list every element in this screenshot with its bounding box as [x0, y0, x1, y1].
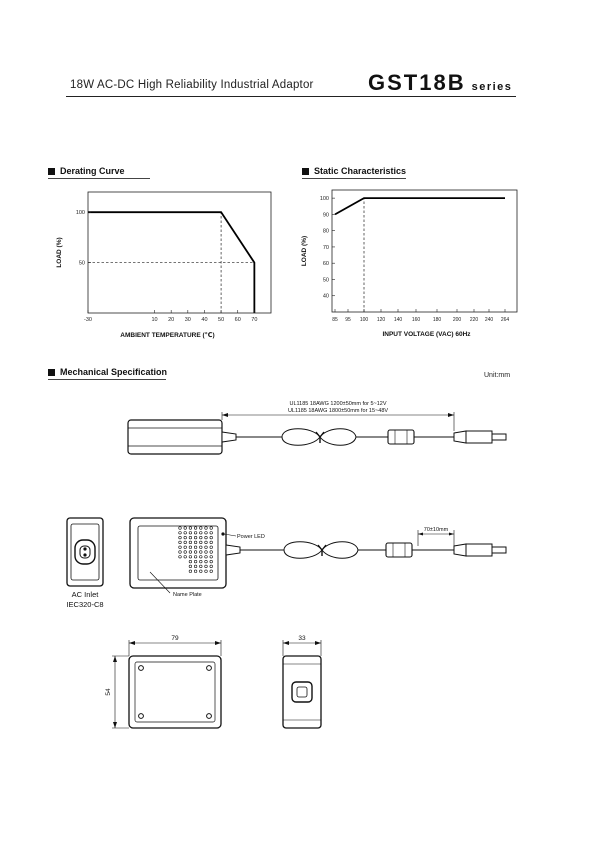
screw-hole-icon	[207, 714, 212, 719]
y-tick-label: 40	[322, 293, 329, 300]
x-tick-label: 70	[251, 317, 258, 323]
section-title: Static Characteristics	[314, 166, 407, 176]
strip-length-label: 70±10mm	[423, 527, 449, 533]
x-tick-label: 50	[218, 317, 225, 323]
x-tick-label: 30	[184, 317, 191, 323]
series-label: series	[471, 81, 513, 93]
x-tick-label: 85	[332, 317, 338, 323]
y-tick-label: 90	[322, 212, 329, 219]
y-tick-label: 80	[322, 228, 329, 235]
y-tick-label: 60	[322, 261, 329, 268]
x-tick-label: 140	[393, 317, 403, 323]
adaptor-body	[128, 420, 222, 454]
x-tick-label: 10	[151, 317, 158, 323]
y-tick-label: 100	[319, 196, 329, 203]
adaptor-side-view	[283, 640, 321, 728]
x-tick-label: 240	[484, 317, 494, 323]
inlet-type-label: IEC320-C8	[66, 600, 104, 609]
screw-hole-icon	[139, 666, 144, 671]
x-tick-label: -30	[84, 317, 92, 323]
ferrite-core	[388, 430, 414, 444]
dc-plug	[466, 431, 492, 443]
x-tick-label: 100	[359, 317, 369, 323]
x-tick-label: 120	[376, 317, 386, 323]
x-tick-label: 180	[432, 317, 442, 323]
x-axis-label: AMBIENT TEMPERATURE (℃)	[120, 332, 215, 339]
screw-hole-icon	[139, 714, 144, 719]
x-tick-label: 200	[452, 317, 462, 323]
x-tick-label: 160	[411, 317, 421, 323]
y-tick-label: 50	[78, 260, 85, 267]
document-title: 18W AC-DC High Reliability Industrial Adaptor	[70, 79, 314, 91]
power-led-label: Power LED	[237, 534, 265, 540]
y-axis-label: LOAD (%)	[56, 237, 63, 268]
adaptor-front-view	[130, 518, 506, 593]
x-tick-label: 40	[201, 317, 208, 323]
section-title: Derating Curve	[60, 166, 125, 176]
screw-hole-icon	[207, 666, 212, 671]
dimension-depth-label: 33	[298, 635, 306, 642]
name-plate-label: Name Plate	[173, 592, 202, 598]
unit-label: Unit:mm	[484, 372, 511, 379]
dimension-height-label: 54	[105, 688, 112, 696]
adaptor-top-view	[128, 412, 506, 454]
dimension-width-label: 79	[171, 635, 179, 642]
y-tick-label: 50	[322, 277, 329, 284]
dc-plug	[466, 544, 492, 556]
x-tick-label: 264	[500, 317, 510, 323]
ac-inlet-view	[67, 518, 103, 586]
cable-spec-2: UL1185 18AWG 1800±50mm for 15~48V	[287, 408, 389, 414]
model-number: GST18B	[368, 70, 466, 95]
x-tick-label: 220	[469, 317, 479, 323]
ferrite-core	[386, 543, 412, 557]
adaptor-bottom-view	[112, 640, 221, 728]
x-axis-label: INPUT VOLTAGE (VAC) 60Hz	[382, 331, 471, 338]
y-tick-label: 70	[322, 244, 329, 251]
cable-spec-1: UL1185 18AWG 1200±50mm for 5~12V	[289, 401, 387, 407]
y-axis-label: LOAD (%)	[301, 235, 308, 267]
section-title: Mechanical Specification	[60, 367, 168, 377]
y-tick-label: 100	[75, 210, 85, 217]
strain-relief	[222, 432, 236, 442]
x-tick-label: 60	[234, 317, 241, 323]
x-tick-label: 20	[168, 317, 175, 323]
x-tick-label: 95	[345, 317, 351, 323]
cable-loop	[282, 429, 356, 446]
ac-inlet-label: AC Inlet	[71, 590, 99, 599]
cable-loop	[284, 542, 358, 559]
